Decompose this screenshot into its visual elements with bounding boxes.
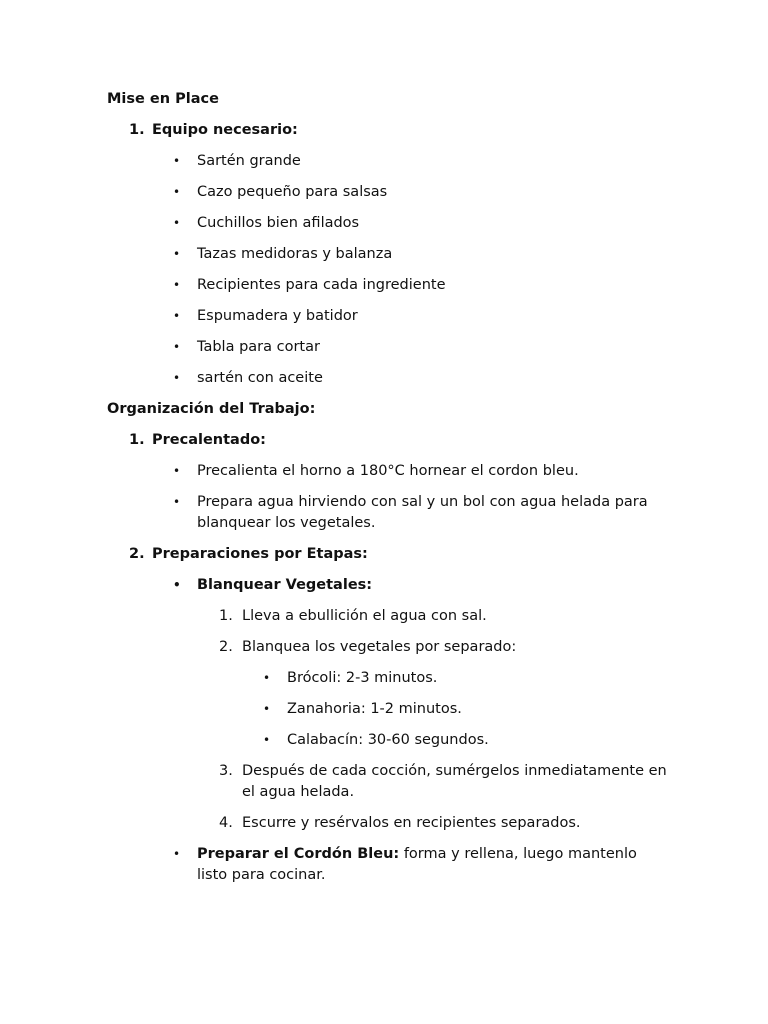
vegetable-item [107,730,667,751]
list-number: 1. [219,608,233,624]
list-item [107,244,667,265]
numbered-item-preparaciones [107,544,667,565]
step-item [107,761,667,803]
bullet-icon: • [173,847,181,861]
bullet-icon: • [173,216,181,230]
list-number: 3. [219,763,233,779]
list-number: 1. [129,432,145,448]
bullet-icon: • [173,154,181,168]
bullet-icon: • [173,247,181,261]
document-page [107,89,667,896]
list-item-text: Espumadera y batidor [197,308,358,324]
bullet-icon: • [173,278,181,292]
list-item [107,461,667,482]
list-item-cordon-bleu [107,844,667,886]
vegetable-item [107,699,667,720]
bullet-icon: • [173,495,181,509]
list-item-label: Blanquear Vegetales: [197,577,373,593]
list-item-blanquear [107,575,667,596]
step-text: Lleva a ebullición el agua con sal. [242,608,487,624]
vegetable-text: Brócoli: 2-3 minutos. [287,670,438,686]
list-item-text: Precalienta el horno a 180°C hornear el cordon bleu. [197,463,579,479]
list-item [107,213,667,234]
numbered-item-precalentado [107,430,667,451]
list-item [107,337,667,358]
list-item [107,275,667,296]
list-item [107,151,667,172]
bullet-icon: • [263,733,271,747]
step-item [107,606,667,627]
bullet-icon: • [263,702,271,716]
step-text: Escurre y resérvalos en recipientes separados. [242,815,581,831]
list-item [107,306,667,327]
bullet-icon: • [173,371,181,385]
list-item-text: Sartén grande [197,153,301,169]
list-number: 1. [129,122,145,138]
step-item [107,813,667,834]
list-item-text: Cazo pequeño para salsas [197,184,388,200]
list-number: 2. [129,546,145,562]
vegetable-text: Zanahoria: 1-2 minutos. [287,701,462,717]
bullet-icon: • [173,309,181,323]
list-item [107,368,667,389]
bullet-icon: • [173,578,181,592]
list-item [107,182,667,203]
section-title-organizacion: Organización del Trabajo: [107,401,316,417]
list-item-text: Recipientes para cada ingrediente [197,277,446,293]
list-number: 2. [219,639,233,655]
list-item-label: Preparar el Cordón Bleu: [197,846,400,862]
item-label: Preparaciones por Etapas: [152,546,368,562]
list-item [107,492,667,534]
bullet-icon: • [263,671,271,685]
step-item [107,637,667,658]
item-label: Equipo necesario: [152,122,298,138]
list-item-text: sartén con aceite [197,370,323,386]
item-label: Precalentado: [152,432,266,448]
bullet-icon: • [173,185,181,199]
section-title-mise-en-place: Mise en Place [107,91,219,107]
list-item-text: Tazas medidoras y balanza [197,246,393,262]
step-text: Blanquea los vegetales por separado: [242,639,517,655]
list-item-text: Tabla para cortar [197,339,320,355]
vegetable-item [107,668,667,689]
list-item-text: Prepara agua hirviendo con sal y un bol con agua helada para blanquear los vegetales. [197,494,648,531]
list-item-text: Cuchillos bien afilados [197,215,360,231]
list-item-text: forma y rellena, luego mantenlo listo para cocinar. [197,846,637,883]
list-number: 4. [219,815,233,831]
bullet-icon: • [173,464,181,478]
vegetable-text: Calabacín: 30-60 segundos. [287,732,489,748]
bullet-icon: • [173,340,181,354]
numbered-item-equipo [107,120,667,141]
step-text: Después de cada cocción, sumérgelos inmediatamente en el agua helada. [242,763,667,800]
